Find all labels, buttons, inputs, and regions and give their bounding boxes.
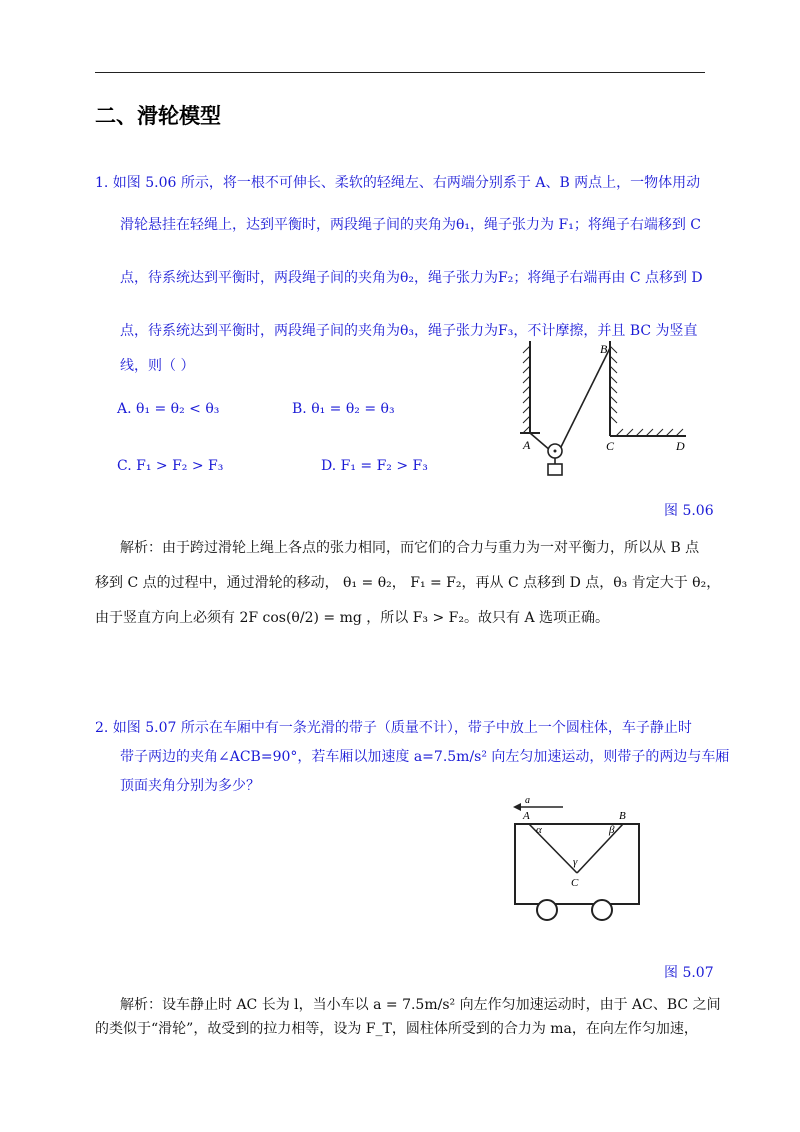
- q1-line-3: 点，待系统达到平衡时，两段绳子间的夹角为θ₂，绳子张力为F₂；将绳子右端再由 C 点移到 D: [120, 270, 703, 286]
- fig2-label-alpha: α: [536, 824, 542, 836]
- q1-line-1: 1. 如图 5.06 所示，将一根不可伸长、柔软的轻绳左、右两端分别系于 A、B 两点上，一物体用动: [95, 175, 701, 191]
- figure-5-06-caption: 图 5.06: [664, 503, 714, 519]
- figure-5-06: [510, 336, 695, 484]
- fig1-label-a: A: [523, 438, 531, 452]
- q1-analysis-1: 解析：由于跨过滑轮上绳上各点的张力相同，而它们的合力与重力为一对平衡力，所以从 B 点: [120, 540, 700, 556]
- fig2-label-a: A: [523, 810, 530, 822]
- q2-line-2: 带子两边的夹角∠ACB=90°，若车厢以加速度 a=7.5m/s² 向左匀加速运动，则带子的两边与车厢: [120, 749, 730, 765]
- q1-option-d: D. F₁ = F₂ > F₃: [321, 458, 428, 474]
- fig2-label-b: B: [619, 810, 626, 822]
- figure-5-07: [505, 795, 655, 925]
- q2-analysis-2: 的类似于“滑轮”，故受到的拉力相等，设为 F_T，圆柱体所受到的合力为 ma，在向左作匀加速，: [95, 1021, 698, 1037]
- q1-analysis-3: 由于竖直方向上必须有 2F cos(θ/2) = mg ，所以 F₃ > F₂。故只有 A 选项正确。: [95, 610, 610, 626]
- q1-option-a: A. θ₁ = θ₂ < θ₃: [117, 401, 220, 417]
- fig2-label-beta: β: [609, 824, 615, 836]
- q2-line-3: 顶面夹角分别为多少？: [120, 778, 260, 794]
- q2-line-1: 2. 如图 5.07 所示在车厢中有一条光滑的带子（质量不计），带子中放上一个圆柱体，车子静止时: [95, 720, 692, 736]
- q1-line-5: 线，则（ ）: [120, 358, 195, 374]
- q1-option-c: C. F₁ > F₂ > F₃: [117, 458, 224, 474]
- q1-option-b: B. θ₁ = θ₂ = θ₃: [292, 401, 395, 417]
- fig1-label-d: D: [676, 439, 685, 453]
- section-title: 二、滑轮模型: [95, 104, 221, 128]
- q1-line-4: 点，待系统达到平衡时，两段绳子间的夹角为θ₃，绳子张力为F₃，不计摩擦，并且 BC 为竖直: [120, 323, 698, 339]
- fig1-label-c: C: [606, 439, 615, 453]
- q1-line-2: 滑轮悬挂在轻绳上，达到平衡时，两段绳子间的夹角为θ₁，绳子张力为 F₁；将绳子右端移到 C: [120, 217, 701, 233]
- q1-analysis-2: 移到 C 点的过程中，通过滑轮的移动， θ₁ = θ₂， F₁ = F₂，再从 C 点移到 D 点，θ₃ 肯定大于 θ₂，: [95, 575, 721, 591]
- fig2-label-gamma: γ: [573, 856, 578, 868]
- fig2-label-accel: a: [525, 795, 530, 806]
- figure-5-07-caption: 图 5.07: [664, 965, 714, 981]
- fig2-label-c: C: [571, 877, 579, 889]
- q2-analysis-1: 解析：设车静止时 AC 长为 l，当小车以 a = 7.5m/s² 向左作匀加速运动时，由于 AC、BC 之间: [120, 997, 721, 1013]
- fig1-label-b: B: [600, 342, 608, 356]
- header-rule: [95, 72, 705, 73]
